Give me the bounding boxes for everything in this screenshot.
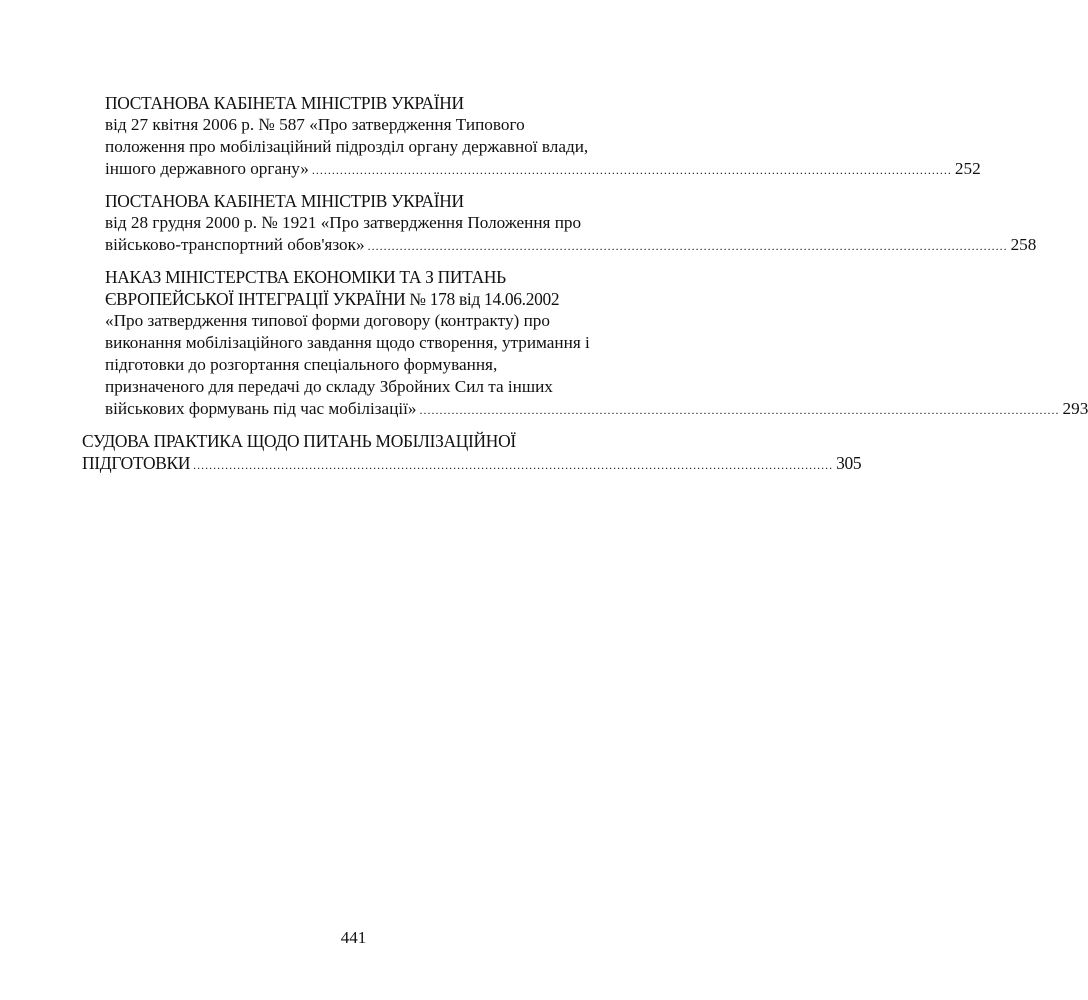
- toc-entry-leader-line: [105, 398, 1088, 421]
- toc-entry-text-line: військових формувань під час мобілізації»: [105, 399, 417, 418]
- toc-entry-heading-continued: ЄВРОПЕЙСЬКОЇ ІНТЕГРАЦІЇ УКРАЇНИ № 178 від 14.06.2002: [105, 289, 560, 309]
- toc-entry-resolution-1921: [105, 190, 1037, 257]
- dot-leader: ................................................................................................................................................................: [193, 458, 834, 472]
- toc-entry-leader-line: [105, 158, 981, 181]
- toc-entry-heading: СУДОВА ПРАКТИКА ЩОДО ПИТАНЬ МОБІЛІЗАЦІЙНОЇ: [82, 431, 516, 451]
- toc-entry-page-number: 293: [1062, 399, 1088, 418]
- toc-entry-heading: ПОСТАНОВА КАБІНЕТА МІНІСТРІВ УКРАЇНИ: [105, 93, 464, 113]
- toc-entry-heading: ПОСТАНОВА КАБІНЕТА МІНІСТРІВ УКРАЇНИ: [105, 191, 464, 211]
- toc-entry-leader-line: [105, 234, 1037, 257]
- toc-entry-page-number: 305: [836, 453, 862, 473]
- toc-entry-resolution-587: [105, 92, 981, 181]
- toc-entry-text-line: «Про затвердження типової форми договору (контракту) про: [105, 311, 550, 330]
- dot-leader: ................................................................................................................................................................: [419, 403, 1060, 417]
- toc-entry-text-line: іншого державного органу»: [105, 159, 309, 178]
- dot-leader: ................................................................................................................................................................: [367, 239, 1008, 253]
- toc-entry-heading-continued: ПІДГОТОВКИ: [82, 453, 191, 473]
- toc-entry-text-line: військово-транспортний обов'язок»: [105, 235, 365, 254]
- toc-entry-leader-line: [82, 452, 862, 476]
- page-number: 441: [340, 928, 367, 947]
- toc-entry-page-number: 252: [954, 159, 981, 178]
- toc-entry-text-line: від 28 грудня 2000 р. № 1921 «Про затвердження Положення про: [105, 213, 582, 232]
- dot-leader: ................................................................................................................................................................: [311, 163, 952, 177]
- toc-entry-page-number: 258: [1010, 235, 1037, 254]
- toc-entry-court-practice: [82, 430, 862, 476]
- toc-entry-heading: НАКАЗ МІНІСТЕРСТВА ЕКОНОМІКИ ТА З ПИТАНЬ: [105, 267, 506, 287]
- toc-entry-order-178: [105, 266, 1088, 421]
- toc-entry-text-line: виконання мобілізаційного завдання щодо створення, утримання і: [105, 333, 590, 352]
- toc-entry-text-line: положення про мобілізаційний підрозділ органу державної влади,: [105, 137, 589, 156]
- toc-entry-text-line: від 27 квітня 2006 р. № 587 «Про затвердження Типового: [105, 115, 525, 134]
- toc-entry-text-line: підготовки до розгортання спеціального формування,: [105, 355, 498, 374]
- table-of-contents: [82, 92, 1088, 485]
- toc-entry-text-line: призначеного для передачі до складу Збройних Сил та інших: [105, 377, 553, 396]
